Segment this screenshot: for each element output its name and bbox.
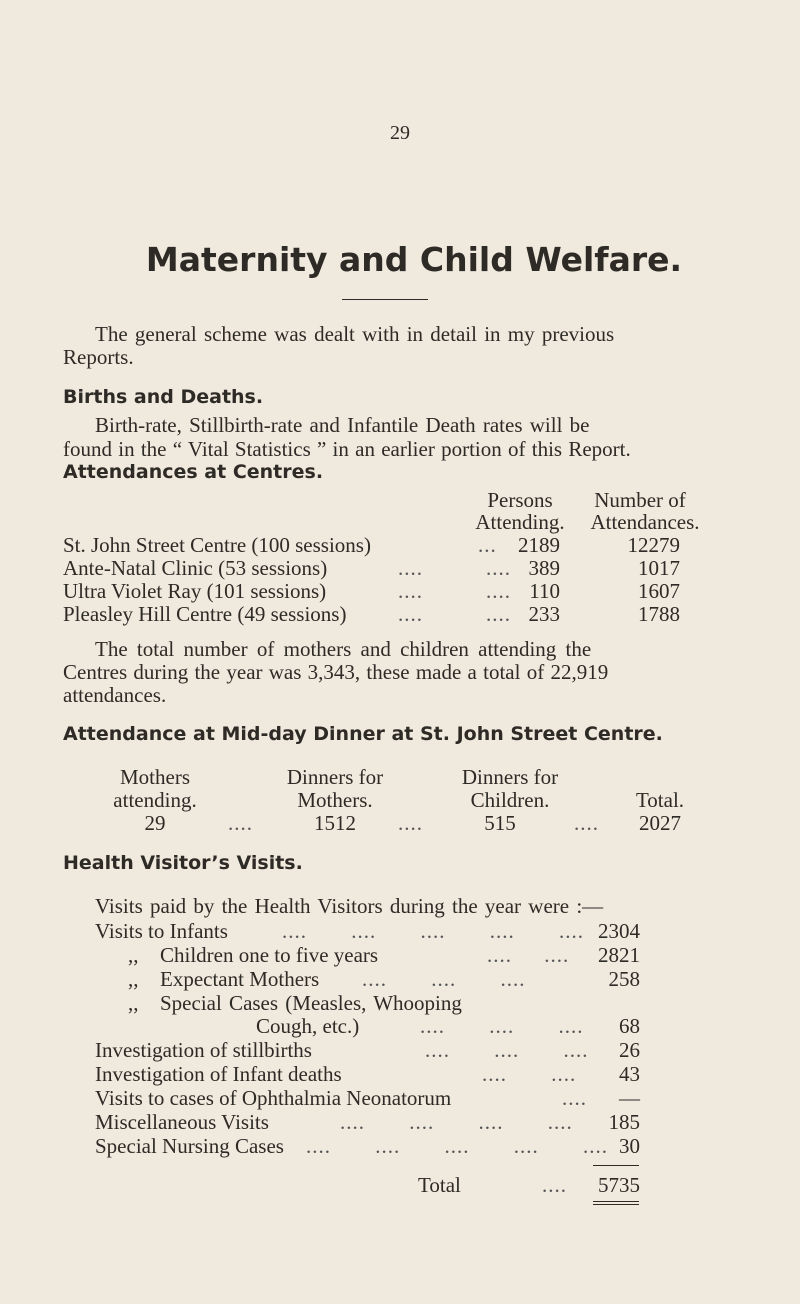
list-item-label: Special Nursing Cases xyxy=(95,1134,284,1158)
list-item-label: Children one to five years xyxy=(160,943,379,967)
table-row-persons: 2189 xyxy=(518,533,560,557)
leader-dots: .... xyxy=(562,1086,587,1110)
dinner-col-header-1: Dinners for xyxy=(286,765,384,789)
visits-intro: Visits paid by the Health Visitors during the year were :— xyxy=(95,894,604,918)
ditto-mark: ,, xyxy=(128,967,139,991)
leader-dots: .... xyxy=(574,811,599,835)
list-item-value: — xyxy=(619,1086,640,1110)
table-row-name: Pleasley Hill Centre (49 sessions) xyxy=(63,602,347,626)
list-item-label: Special Cases (Measles, Whooping xyxy=(160,991,462,1015)
dinner-heading: Attendance at Mid-day Dinner at St. John Street Centre. xyxy=(63,723,663,745)
dinner-value: 1512 xyxy=(314,811,356,835)
dinner-value: 2027 xyxy=(639,811,681,835)
list-item-label: Expectant Mothers xyxy=(160,967,320,991)
table-row-persons: 389 xyxy=(528,556,560,580)
leader-dots: .... .... .... xyxy=(362,967,526,991)
leader-dots: .... xyxy=(542,1173,567,1197)
attendances-header-1: Number of xyxy=(594,488,686,512)
table-row-attendances: 1017 xyxy=(638,556,680,580)
total-double-rule xyxy=(593,1201,639,1202)
leader-dots: .... xyxy=(398,602,423,626)
list-item-value: 185 xyxy=(608,1110,640,1134)
list-item-label: Investigation of stillbirths xyxy=(95,1038,312,1062)
leader-dots: .... xyxy=(398,579,423,603)
table-row-persons: 233 xyxy=(528,602,560,626)
total-label: Total xyxy=(418,1173,461,1197)
dinner-col-header-2: Children. xyxy=(470,788,550,812)
list-item-value: 68 xyxy=(619,1014,640,1038)
leader-dots: .... xyxy=(228,811,253,835)
leader-dots: .... xyxy=(398,556,423,580)
list-item-label: Visits to cases of Ophthalmia Neonatorum xyxy=(95,1086,452,1110)
visits-heading: Health Visitor’s Visits. xyxy=(63,852,303,874)
dinner-value: 515 xyxy=(484,811,516,835)
ditto-mark: ,, xyxy=(128,991,139,1015)
persons-header-2: Attending. xyxy=(475,510,565,534)
leader-dots: .... xyxy=(486,602,511,626)
list-item-label: Investigation of Infant deaths xyxy=(95,1062,342,1086)
leader-dots: .... .... .... .... xyxy=(340,1110,573,1134)
list-item-label: Miscellaneous Visits xyxy=(95,1110,269,1134)
dinner-col-header-1: Dinners for xyxy=(461,765,559,789)
dinner-col-header-2: attending. xyxy=(113,788,197,812)
leader-dots: .... .... .... .... .... xyxy=(306,1134,608,1158)
list-item-value: 258 xyxy=(608,967,640,991)
leader-dots: .... .... .... .... .... xyxy=(282,919,584,943)
table-row-attendances: 1788 xyxy=(638,602,680,626)
list-item-label: Visits to Infants xyxy=(95,919,228,943)
births-deaths-line-1: Birth-rate, Stillbirth-rate and Infantile Death rates will be xyxy=(95,413,590,437)
leader-dots: .... .... .... xyxy=(425,1038,589,1062)
ditto-mark: ,, xyxy=(128,943,139,967)
table-row-name: Ante-Natal Clinic (53 sessions) xyxy=(63,556,328,580)
attendances-summary-3: attendances. xyxy=(63,683,167,707)
total-rule xyxy=(593,1165,639,1166)
intro-line-1: The general scheme was dealt with in detail in my previous xyxy=(95,322,615,346)
persons-header-1: Persons xyxy=(487,488,553,512)
total-double-rule xyxy=(593,1204,639,1205)
leader-dots: .... xyxy=(486,579,511,603)
table-row-name: St. John Street Centre (100 sessions) xyxy=(63,533,371,557)
table-row-attendances: 12279 xyxy=(627,533,680,557)
dinner-col-header-2: Total. xyxy=(635,788,685,812)
page-title: Maternity and Child Welfare. xyxy=(145,240,683,279)
dinner-col-header-2: Mothers. xyxy=(297,788,373,812)
leader-dots: .... .... xyxy=(487,943,570,967)
list-item-value: 30 xyxy=(619,1134,640,1158)
list-item-value: 43 xyxy=(619,1062,640,1086)
leader-dots: .... xyxy=(398,811,423,835)
total-value: 5735 xyxy=(598,1173,640,1197)
attendances-heading: Attendances at Centres. xyxy=(63,461,324,483)
dinner-value: 29 xyxy=(144,811,166,835)
list-item-label-continued: Cough, etc.) xyxy=(256,1014,360,1038)
table-row-persons: 110 xyxy=(529,579,560,603)
leader-dots: ... xyxy=(478,533,497,557)
title-rule xyxy=(342,299,428,300)
table-row-attendances: 1607 xyxy=(638,579,680,603)
list-item-value: 2304 xyxy=(598,919,640,943)
list-item-value: 26 xyxy=(619,1038,640,1062)
leader-dots: .... xyxy=(486,556,511,580)
attendances-summary-1: The total number of mothers and children attending the xyxy=(95,637,592,661)
leader-dots: .... .... .... xyxy=(420,1014,584,1038)
page-number: 29 xyxy=(390,122,410,144)
births-deaths-line-2: found in the “ Vital Statistics ” in an earlier portion of this Report. xyxy=(63,437,631,461)
dinner-col-header-1: Mothers xyxy=(120,765,190,789)
intro-line-2: Reports. xyxy=(63,345,134,369)
list-item-value: 2821 xyxy=(598,943,640,967)
births-deaths-heading: Births and Deaths. xyxy=(63,386,264,408)
attendances-summary-2: Centres during the year was 3,343, these made a total of 22,919 xyxy=(63,660,609,684)
table-row-name: Ultra Violet Ray (101 sessions) xyxy=(63,579,327,603)
leader-dots: .... .... xyxy=(482,1062,577,1086)
attendances-header-2: Attendances. xyxy=(590,510,700,534)
